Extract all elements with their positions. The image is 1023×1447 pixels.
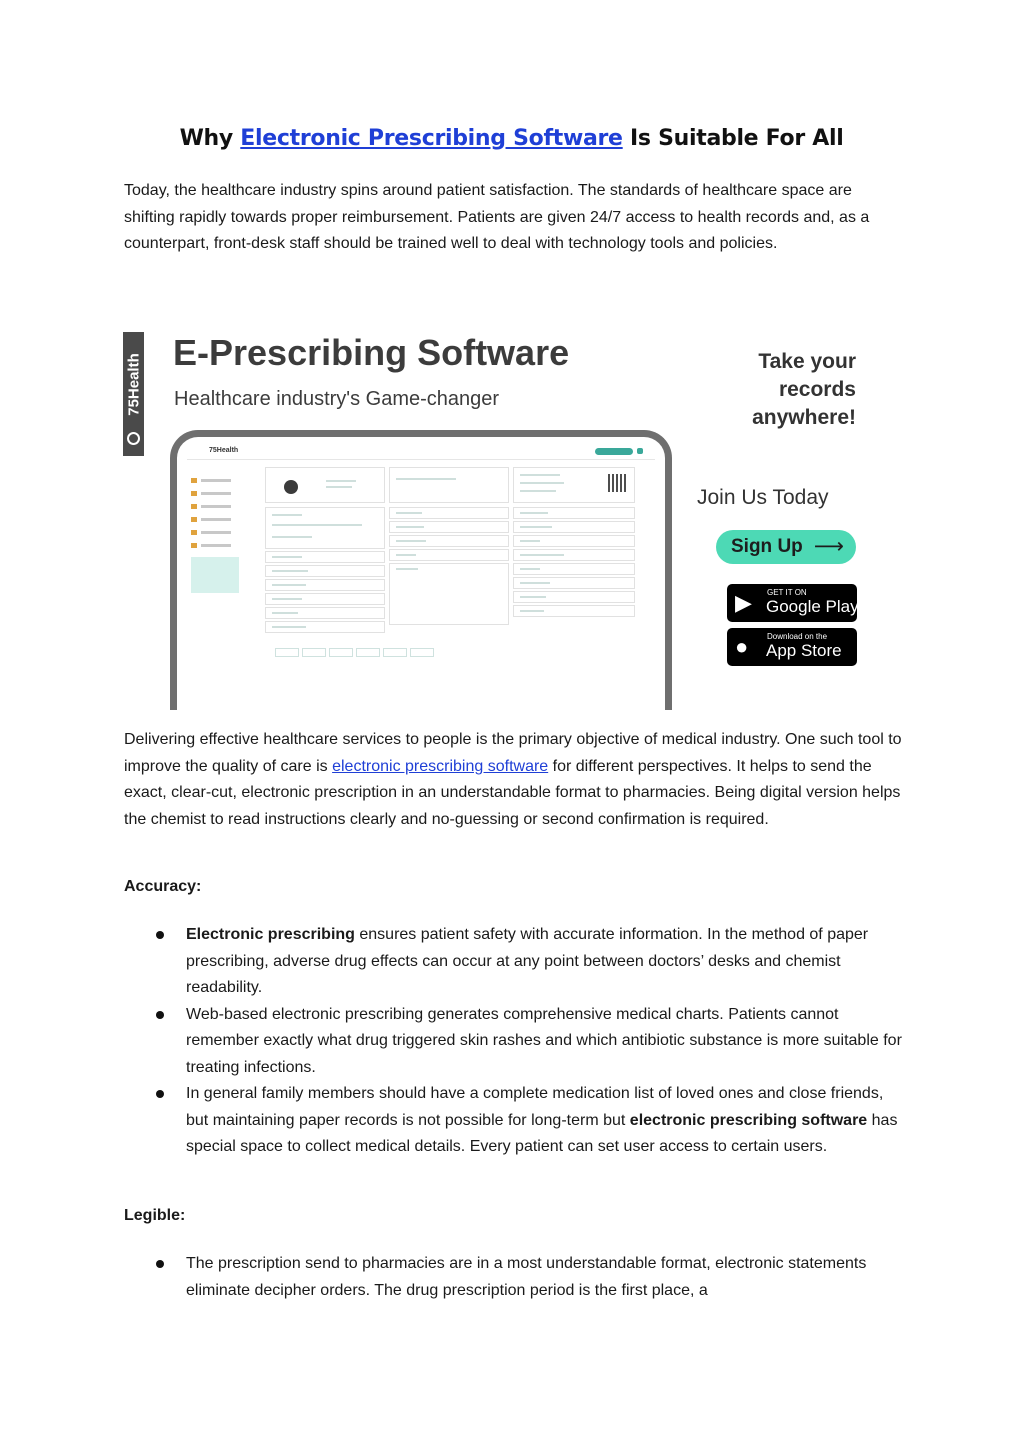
tagline-line: Take your: [758, 350, 856, 373]
app-card: [265, 579, 385, 591]
eprescribing-link[interactable]: electronic prescribing software: [332, 757, 549, 775]
app-search-card: [389, 467, 509, 503]
app-card: [513, 605, 635, 617]
app-info-card: [513, 467, 635, 503]
list-item: [124, 1081, 902, 1161]
page-title: [0, 126, 1023, 151]
arrow-right-icon: ⟶: [813, 535, 844, 558]
promo-banner: [123, 332, 893, 710]
app-card: [265, 621, 385, 633]
app-patient-card: [265, 467, 385, 503]
banner-subtitle: Healthcare industry's Game-changer: [174, 388, 500, 410]
legible-heading: Legible:: [124, 1207, 186, 1224]
title-link[interactable]: Electronic Prescribing Software: [240, 126, 623, 151]
app-card: [513, 591, 635, 603]
list-item: [124, 1251, 902, 1304]
accuracy-list: [124, 922, 902, 1161]
app-menu-item: [191, 514, 241, 526]
body-paragraph: [124, 727, 902, 833]
sign-up-button[interactable]: [716, 530, 856, 564]
app-card: [389, 521, 509, 533]
brand-logo-icon: [127, 432, 140, 445]
app-card: [265, 593, 385, 605]
app-menu-item: [191, 488, 241, 500]
item-text: has special space to collect medical details. Every patient can set user access to certain users.: [186, 1111, 898, 1155]
bold-text: electronic prescribing software: [629, 1111, 868, 1129]
brand-side-logo-text: 75Health: [125, 353, 143, 416]
item-text: In general family members should have a complete medication list of loved ones and close friends, but maintaining paper records is not possible for long-term but: [186, 1085, 884, 1129]
legible-list: [124, 1251, 902, 1304]
app-menu-item: [191, 475, 241, 487]
app-card: [265, 551, 385, 563]
title-prefix: Why: [179, 126, 233, 151]
play-icon: ▶: [735, 590, 752, 615]
join-text: Join Us Today: [697, 486, 829, 509]
app-menu-item: [191, 501, 241, 513]
laptop-mockup: [170, 430, 672, 710]
app-logo: 75Health: [209, 447, 239, 454]
intro-paragraph: Today, the healthcare industry spins around patient satisfaction. The standards of healthcare space are shifting rapidly towards proper reimbursement. Patients are given 24/7 access to health records and, as a counterpart, front-desk staff should be trained well to deal with technology tools and policies.: [124, 182, 870, 252]
paragraph-text: Delivering effective healthcare services to people is the primary objective of medical industry. One such tool to improve the quality of care is: [124, 731, 902, 775]
app-card: [389, 563, 509, 625]
item-text: ensures patient safety with accurate information. In the method of paper prescribing, adverse drug effects can occur at any point between doctors’ desks and chemist readability.: [186, 926, 869, 996]
app-card: [513, 521, 635, 533]
qr-code-icon: [608, 474, 626, 492]
bullet-icon: [156, 1090, 164, 1098]
app-card: [265, 507, 385, 549]
app-card: [265, 565, 385, 577]
app-action-buttons: [275, 644, 465, 652]
app-select-plan-button: [595, 448, 633, 455]
app-menu-item: [191, 527, 241, 539]
app-card: [389, 549, 509, 561]
app-card: [513, 563, 635, 575]
app-card: [513, 549, 635, 561]
paragraph-text: for different perspectives. It helps to send the exact, clear-cut, electronic prescription in an understandable format to pharmacies. Being digital version helps the chemist to read instructions clearly and no-guessing or second confirmation is required.: [124, 757, 901, 828]
list-item: [124, 922, 902, 1002]
google-play-big-text: Google Play: [766, 597, 859, 616]
list-item: [124, 1002, 902, 1082]
app-header: [187, 445, 655, 460]
bullet-icon: [156, 1011, 164, 1019]
app-card: [513, 577, 635, 589]
app-store-small-text: Download on the: [767, 632, 828, 641]
item-text: Web-based electronic prescribing generates comprehensive medical charts. Patients cannot remember exactly what drug triggered skin rashes and which antibiotic substance is more suitable for treating infections.: [186, 1005, 902, 1076]
google-play-badge[interactable]: [727, 584, 857, 622]
tagline-line: records: [778, 378, 856, 401]
apple-icon: ●: [735, 634, 749, 659]
app-sidebar: [191, 475, 241, 553]
brand-side-logo: [123, 332, 144, 456]
bullet-icon: [156, 1260, 164, 1268]
bullet-icon: [156, 931, 164, 939]
google-play-small-text: GET IT ON: [767, 588, 807, 597]
accuracy-heading: Accuracy:: [124, 878, 202, 895]
app-menu-item: [191, 540, 241, 552]
app-card: [265, 607, 385, 619]
tagline-line: anywhere!: [752, 406, 856, 429]
app-announcement: [191, 557, 239, 593]
app-store-big-text: App Store: [766, 641, 842, 660]
app-card: [389, 507, 509, 519]
banner-tagline: [698, 348, 856, 432]
item-text: The prescription send to pharmacies are in a most understandable format, electronic statements eliminate decipher orders. The drug prescription period is the first place, a: [186, 1255, 867, 1299]
app-card: [513, 535, 635, 547]
patient-avatar: [284, 480, 298, 494]
app-card: [389, 535, 509, 547]
sign-up-label: Sign Up: [731, 536, 803, 557]
app-store-badge[interactable]: [727, 628, 857, 666]
banner-title: E-Prescribing Software: [173, 332, 570, 373]
app-card: [513, 507, 635, 519]
bold-text: Electronic prescribing: [186, 926, 355, 943]
title-suffix: Is Suitable For All: [630, 126, 844, 151]
bell-icon: [637, 448, 643, 454]
